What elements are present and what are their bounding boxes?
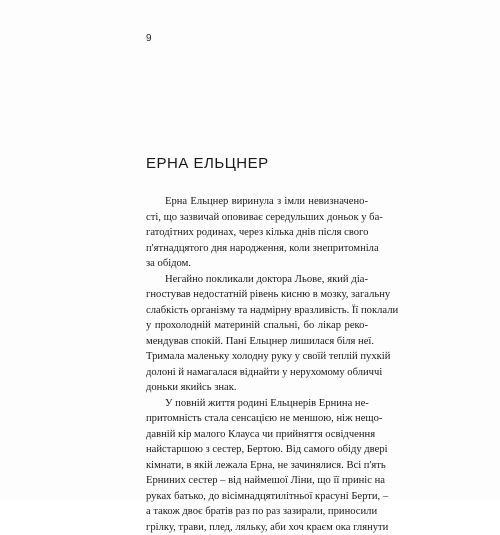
text-line: Ерниних сестер – від наймешої Ліни, що її приніс на — [146, 473, 368, 489]
text-line: грілку, трави, плед, ляльку, аби хоч краєм ока глянути — [146, 520, 368, 535]
text-line: Негайно покликали доктора Льове, який діа- — [146, 272, 368, 288]
text-line: Ерна Ельцнер виринула з імли невизначено- — [146, 194, 368, 210]
text-line: слабкість організму та надмірну вразливість. Її поклали — [146, 303, 368, 319]
chapter-title: ЕРНА ЕЛЬЦНЕР — [146, 155, 269, 173]
text-line: Тримала маленьку холодну руку у своїй теплій пухкій — [146, 349, 368, 365]
text-line: притомність стала сенсацією не меншою, ніж нещо- — [146, 411, 368, 427]
text-line: руках батько, до вісімнадцятилітньої красуні Берти, – — [146, 489, 368, 505]
text-line: У повній життя родині Ельцнерів Ернина не- — [146, 396, 368, 412]
text-line: гатодітних родинах, через кілька днів після свого — [146, 225, 368, 241]
text-line: долоні й намагалася віднайти у нерухомому обличчі — [146, 365, 368, 381]
page-number: 9 — [146, 33, 152, 45]
text-line: п'ятнадцятого дня народження, коли знепритомніла — [146, 241, 368, 257]
text-line: найстаршою з сестер, Бертою. Від самого обіду двері — [146, 442, 368, 458]
text-line: давній кір малого Клауса чи прийняття освідчення — [146, 427, 368, 443]
text-line: а також двоє братів раз по раз зазирали, приносили — [146, 504, 368, 520]
text-line: кімнати, в якій лежала Ерна, не зачинялися. Всі п'ять — [146, 458, 368, 474]
text-line: доньки якийсь знак. — [146, 380, 368, 396]
text-line: за обідом. — [146, 256, 368, 272]
body-text — [146, 194, 368, 535]
text-line: гностував недостатній рівень кисню в мозку, загальну — [146, 287, 368, 303]
text-line: у прохолодній материній спальні, бо лікар реко- — [146, 318, 368, 334]
text-line: сті, що зазвичай оповиває середульших доньок у ба- — [146, 210, 368, 226]
text-line: мендував спокій. Пані Ельцнер лишилася біля неї. — [146, 334, 368, 350]
